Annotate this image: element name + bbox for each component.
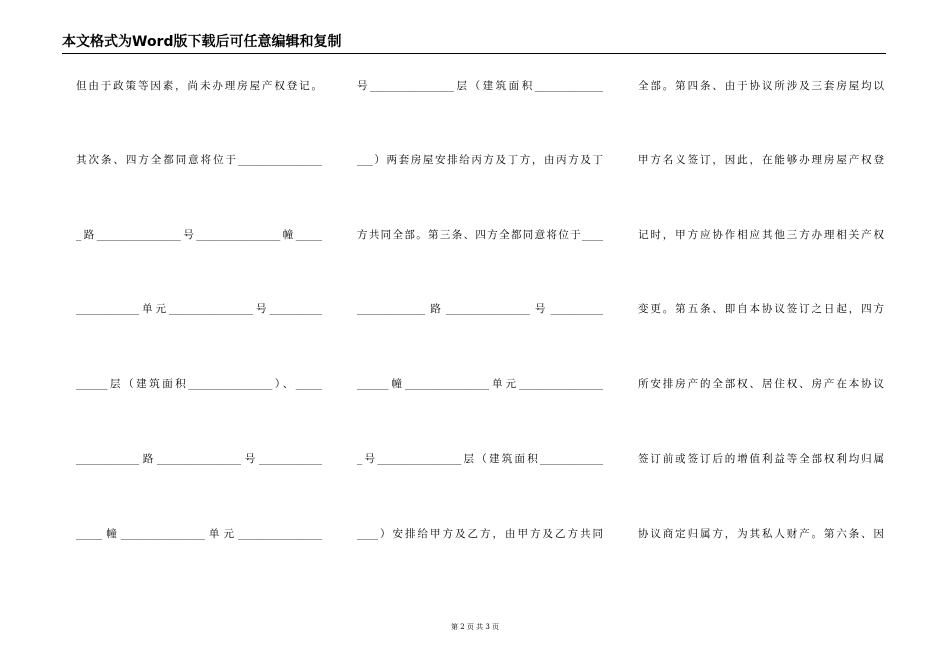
text-line: _____________路________________号__________ — [357, 303, 603, 315]
text-line: 变更。第五条、即自本协议签订之日起，四方 — [638, 303, 884, 315]
text-column-2 — [357, 70, 603, 560]
text-line: ______层（建筑面积________________）、_____ — [76, 378, 322, 390]
text-line: ____）安排给甲方及乙方，由甲方及乙方共同 — [357, 528, 603, 540]
text-line: ____________单元________________号__________ — [76, 303, 322, 315]
text-line: 其次条、四方全都同意将位于________________ — [76, 154, 322, 166]
text-line: _号________________层（建筑面积____________ — [357, 453, 603, 465]
text-line: ____________路________________号____________ — [76, 453, 322, 465]
page-header — [62, 34, 886, 54]
text-line: 但由于政策等因素，尚未办理房屋产权登记。 — [76, 80, 322, 92]
page-number: 第 2 页 共 3 页 — [450, 623, 500, 631]
text-line: 号________________层（建筑面积_____________ — [357, 80, 603, 92]
text-line: 所安排房产的全部权、居住权、房产在本协议 — [638, 378, 884, 390]
text-line: _____幢________________单元________________ — [76, 528, 322, 540]
text-column-1 — [76, 70, 322, 560]
text-column-3 — [638, 70, 884, 560]
text-line: 签订前或签订后的增值利益等全部权利均归属 — [638, 453, 884, 465]
text-line: 甲方名义签订，因此，在能够办理房屋产权登 — [638, 154, 884, 166]
text-line: ______幢________________单元________________ — [357, 378, 603, 390]
text-line: 记时，甲方应协作相应其他三方办理相关产权 — [638, 229, 884, 241]
text-line: 方共同全部。第三条、四方全都同意将位于____ — [357, 229, 603, 241]
text-line: _路________________号________________幢_____ — [76, 229, 322, 241]
header-title: 本文格式为Word版下载后可任意编辑和复制 — [62, 34, 342, 50]
text-line: 全部。第四条、由于协议所涉及三套房屋均以 — [638, 80, 884, 92]
text-line: ___）两套房屋安排给丙方及丁方，由丙方及丁 — [357, 154, 603, 166]
text-line: 协议商定归属方，为其私人财产。第六条、因 — [638, 528, 884, 540]
